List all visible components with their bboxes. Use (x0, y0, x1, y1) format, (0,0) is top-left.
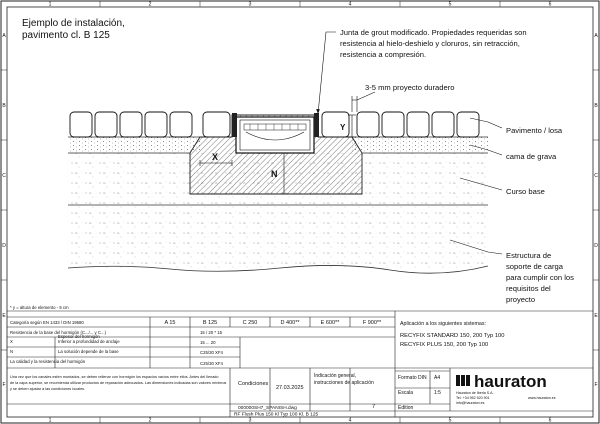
col-marker: 6 (548, 1, 552, 8)
paving-callout: Pavimento / losa (506, 126, 563, 135)
gravel-bed-right (352, 137, 488, 153)
subgrade-callout-line4: requisitos del (506, 284, 551, 293)
row4-value: C25/30 XF4 (200, 350, 223, 355)
row4-note: La solución depende de la base (58, 349, 119, 354)
grout-callout-line2: resistencia al hielo-deshielo y cloruros, sin retracción, (340, 39, 520, 48)
file-name: 000000SH7_SPANISH.dwg (238, 406, 297, 411)
col-marker: 4 (348, 1, 352, 8)
address-line1: Hauraton de Iberia S.A. (456, 391, 494, 395)
class-c250: C 250 (242, 320, 258, 326)
gravel-bed-left (68, 137, 200, 153)
concrete-quality-value: C25/30 XF4 (200, 361, 223, 366)
col-marker: 2 (148, 417, 152, 424)
format-value: A4 (434, 375, 441, 381)
format-label: Formato DIN (398, 375, 427, 381)
address-line4: www.hauraton.es (528, 396, 556, 400)
col-marker: 1 (48, 1, 52, 8)
height-note: * y = altura de elemento - 5 cm (10, 305, 69, 310)
dim-x-label: X (212, 152, 219, 162)
col-marker: 3 (248, 417, 252, 424)
col-marker: 6 (548, 417, 552, 424)
concrete-thickness-label: Espesor del hormigón (58, 334, 100, 339)
row-marker: C (2, 173, 6, 179)
subgrade-callout-line3: para cumplir con los (506, 273, 574, 282)
row3-note: Inferior a profundidad de anclaje (58, 339, 120, 344)
address-line2: Tel. +34 952 520 901 (456, 396, 490, 400)
row-marker: E (2, 313, 6, 319)
application-line2: RECYFIX PLUS 150, 200 Typ 100 (400, 342, 489, 348)
dim-y-label: Y (340, 123, 346, 132)
title-block (7, 311, 593, 417)
drainage-channel (236, 117, 314, 153)
grout-callout-line3: resistencia a compresión. (340, 50, 427, 59)
col-marker: 5 (448, 417, 452, 424)
concrete-strength-label: Resistencia de la base del hormigón (C.../... y C...) (10, 330, 107, 335)
description-line2: instrucciones de aplicación (314, 380, 374, 386)
col-marker: 1 (48, 417, 52, 424)
scale-label: Escala (398, 390, 414, 396)
row-marker: C (594, 173, 598, 179)
general-note-line2: de la capa superior, se recomienda utilizar productos de reparación adecuados. Las dimensiones indicadas son valores mínimos (10, 381, 227, 385)
col-marker: 3 (248, 1, 252, 8)
revision-number: 7 (372, 404, 376, 410)
class-e600: E 600** (320, 320, 340, 326)
row-marker: A (2, 33, 6, 39)
description-line1: Indicación general, (314, 373, 356, 379)
edition-label: Edition (398, 405, 414, 411)
subgrade-callout-line2: soporte de carga (506, 262, 563, 271)
class-a15: A 15 (164, 320, 176, 326)
subgrade-callout-line1: Estructura de (506, 251, 552, 260)
col-marker: 4 (348, 417, 352, 424)
row-marker: B (594, 103, 598, 109)
row-marker: B (2, 103, 6, 109)
conditions-label: Condiciones (238, 381, 269, 387)
application-title: Aplicación a los siguientes sistemas: (400, 321, 486, 327)
concrete-quality-label: La calidad y la resistencia del hormigón (10, 359, 86, 364)
row-marker: E (594, 313, 598, 319)
row3-value: 15 ... 20 (200, 340, 216, 345)
gap-callout: 3-5 mm proyecto duradero (365, 83, 455, 92)
address-line3: info@hauraton.es (456, 401, 485, 405)
brand-wordmark: hauraton (474, 372, 547, 391)
grout-joint-left (232, 113, 237, 137)
class-f900: F 900** (362, 320, 382, 326)
general-note-line3: y se deben ajustar a las condiciones locales. (10, 387, 86, 391)
row-marker: F (2, 382, 6, 388)
application-line1: RECYFIX STANDARD 150, 200 Typ 100 (400, 333, 505, 339)
drawing-date: 27.03.2025 (276, 385, 304, 391)
drawing-title-line2: pavimento cl. B 125 (22, 30, 110, 41)
class-b125: B 125 (202, 320, 218, 326)
base-course-callout: Curso base (506, 187, 545, 196)
title-block-text (10, 305, 505, 418)
general-note-line1: Una vez que los canales estén montados, se deben rellenar con hormigón los espacios vacíos entre ellos. Antes del llenado (10, 375, 219, 379)
row-marker: D (2, 243, 6, 249)
dim-n-label: N (271, 169, 278, 179)
gravel-callout: cama de grava (506, 152, 557, 161)
channel-grating (244, 124, 306, 130)
row4-symbol: N (10, 349, 14, 354)
drawing-title-line1: Ejemplo de instalación, (22, 18, 125, 29)
concrete-strength-value: 15 / 20 * 15 (200, 330, 222, 335)
row-marker: A (594, 33, 598, 39)
scale-value: 1:5 (434, 390, 441, 396)
grout-callout-line1: Junta de grout modificado. Propiedades requeridas son (340, 28, 527, 37)
col-marker: 5 (448, 1, 452, 8)
cross-section (68, 96, 488, 273)
row-marker: F (594, 382, 598, 388)
category-label: Categoría según EN 1433 / DIN 19580 (10, 320, 84, 325)
class-d400: D 400** (280, 320, 300, 326)
row-marker: D (594, 243, 598, 249)
hauraton-logo (456, 372, 556, 405)
col-marker: 2 (148, 1, 152, 8)
subgrade-callout-line5: proyecto (506, 295, 536, 304)
grout-joint-right (314, 113, 319, 137)
row3-symbol: X (10, 339, 13, 344)
subgrade-layer (68, 205, 488, 268)
drawing-reference: RF Flush Plus 150 Kl Typ 100 Kl. B 125 (234, 412, 319, 418)
